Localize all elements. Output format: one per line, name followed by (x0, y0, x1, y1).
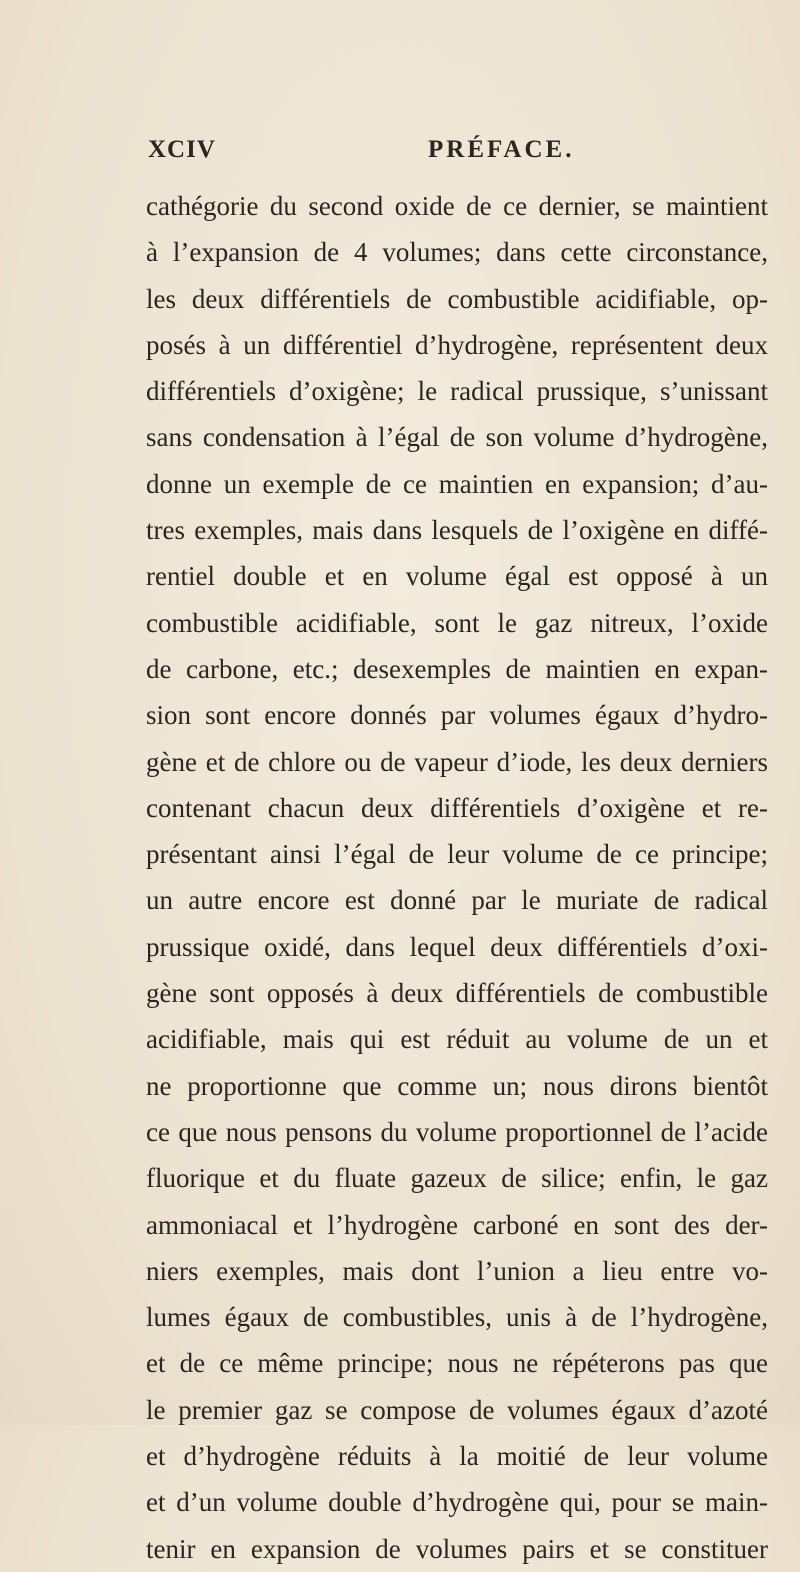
text-line: et d’un volume double d’hydrogène qui, pour se main- (146, 1487, 768, 1518)
text-line: rentiel double et en volume égal est opposé à un (146, 561, 768, 592)
text-line: ce que nous pensons du volume proportionnel de l’acide (146, 1116, 768, 1147)
text-line: tenir en expansion de volumes pairs et se constituer (146, 1533, 768, 1564)
text-line: le premier gaz se compose de volumes égaux d’azoté (146, 1394, 768, 1425)
text-line: à l’expansion de 4 volumes; dans cette circonstance, (146, 237, 768, 268)
text-line: posés à un différentiel d’hydrogène, représentent deux (146, 329, 768, 360)
text-line: gène sont opposés à deux différentiels de combustible (146, 978, 768, 1009)
text-line: lumes égaux de combustibles, unis à de l’hydrogène, (146, 1302, 768, 1333)
text-line: sion sont encore donnés par volumes égaux d’hydro- (146, 700, 768, 731)
page-number: XCIV (148, 136, 216, 163)
running-title: PRÉFACE. (428, 136, 575, 163)
text-line: cathégorie du second oxide de ce dernier, se maintient (146, 191, 768, 221)
text-line: contenant chacun deux différentiels d’oxigène et re- (146, 792, 768, 823)
text-line: tres exemples, mais dans lesquels de l’oxigène en diffé- (146, 515, 768, 546)
text-line: différentiels d’oxigène; le radical prussique, s’unissant (146, 376, 768, 407)
text-line: niers exemples, mais dont l’union a lieu entre vo- (146, 1255, 768, 1286)
text-line: ammoniacal et l’hydrogène carboné en sont des der- (146, 1209, 768, 1240)
text-line: acidifiable, mais qui est réduit au volume de un et (146, 1024, 768, 1055)
text-line: présentant ainsi l’égal de leur volume de ce principe; (146, 839, 768, 870)
text-line: un autre encore est donné par le muriate de radical (146, 885, 768, 916)
text-line: gène et de chlore ou de vapeur d’iode, les deux derniers (146, 746, 768, 777)
text-line: fluorique et du fluate gazeux de silice; enfin, le gaz (146, 1163, 768, 1194)
running-head (148, 136, 768, 170)
text-line: et d’hydrogène réduits à la moitié de leur volume (146, 1441, 768, 1472)
text-line: donne un exemple de ce maintien en expansion; d’au- (146, 468, 768, 499)
text-line: et de ce même principe; nous ne répéterons pas que (146, 1348, 768, 1379)
body-text (146, 183, 768, 1572)
text-line: ne proportionne que comme un; nous dirons bientôt (146, 1070, 768, 1101)
text-line: de carbone, etc.; desexemples de maintien en expan- (146, 653, 768, 684)
text-line: sans condensation à l’égal de son volume d’hydrogène, (146, 422, 768, 453)
text-line: combustible acidifiable, sont le gaz nitreux, l’oxide (146, 607, 768, 638)
text-line: les deux différentiels de combustible acidifiable, op- (146, 283, 768, 314)
text-line: prussique oxidé, dans lequel deux différentiels d’oxi- (146, 931, 768, 962)
